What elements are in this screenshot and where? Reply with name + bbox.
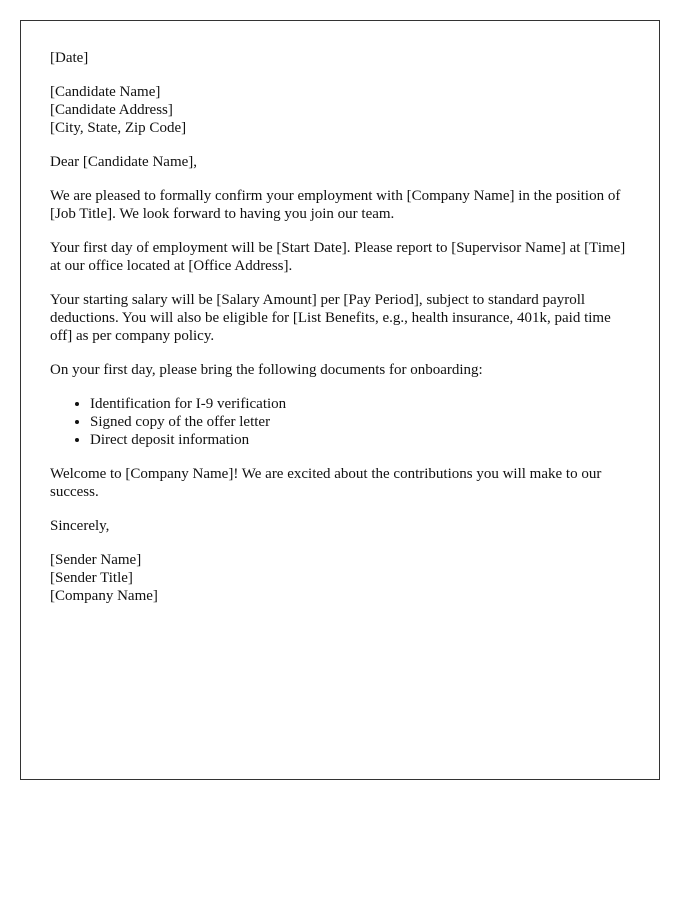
letter-date: [Date] (50, 50, 89, 66)
documents-intro-paragraph: On your first day, please bring the following documents for onboarding: (50, 362, 483, 378)
sender-name: [Sender Name] (50, 552, 142, 568)
start-date-paragraph: Your first day of employment will be [Start Date]. Please report to [Supervisor Name] at [Time] at our office located at [Office Address]. (50, 240, 626, 274)
recipient-address: [Candidate Address] (50, 102, 173, 118)
documents-list (50, 395, 630, 449)
salary-paragraph: Your starting salary will be [Salary Amount] per [Pay Period], subject to standard payroll deductions. You will also be eligible for [List Benefits, e.g., health insurance, 401k, paid time off] as per company policy. (50, 292, 611, 344)
list-item: • Signed copy of the offer letter (90, 413, 630, 431)
recipient-address-block (50, 83, 630, 137)
closing: Sincerely, (50, 518, 110, 534)
salutation: Dear [Candidate Name], (50, 154, 198, 170)
intro-paragraph: We are pleased to formally confirm your employment with [Company Name] in the position of [Job Title]. We look forward to having you join our team. (50, 188, 621, 222)
date-block (50, 49, 630, 67)
list-item: • Direct deposit information (90, 431, 630, 449)
list-item: • Identification for I-9 verification (90, 395, 630, 413)
welcome-paragraph: Welcome to [Company Name]! We are excited about the contributions you will make to our success. (50, 466, 602, 500)
recipient-name: [Candidate Name] (50, 84, 161, 100)
signature-block (50, 551, 630, 605)
sender-title: [Sender Title] (50, 570, 133, 586)
letter-body (50, 49, 630, 621)
sender-company: [Company Name] (50, 588, 158, 604)
letter-page (20, 20, 660, 780)
recipient-city-state-zip: [City, State, Zip Code] (50, 120, 187, 136)
